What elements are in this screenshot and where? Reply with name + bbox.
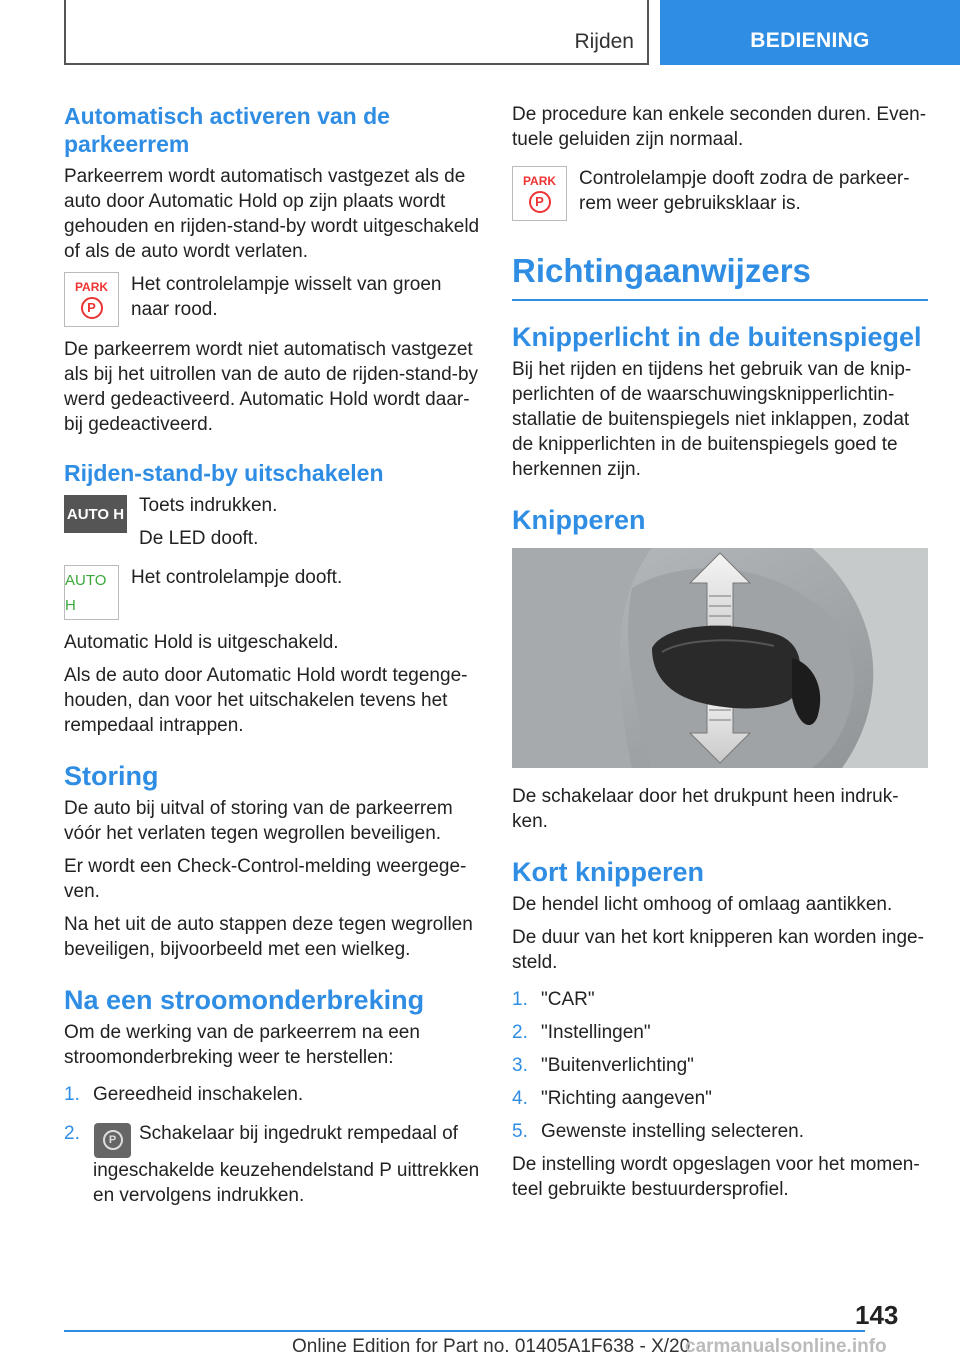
heading-mirror-indicator: Knipperlicht in de buitenspiegel bbox=[512, 322, 922, 352]
parking-brake-switch-icon: P bbox=[94, 1123, 131, 1158]
indicator-note bbox=[64, 272, 480, 327]
numbered-list bbox=[512, 987, 928, 1144]
indicator-note-text: Het controlelampje dooft. bbox=[131, 567, 343, 588]
chapter-title: Richtingaanwijzers bbox=[512, 251, 928, 301]
paragraph: Als de auto door Automatic Hold wordt tegengehouden, dan voor het uitschakelen tevens het rempedaal intrappen. bbox=[64, 665, 468, 736]
paragraph: De parkeerrem wordt niet automatisch vastgezet als bij het uitrollen van de auto de rijden-stand-by werd gedeactiveerd. Automatic Hold wordt daarbij gedeactiveerd. bbox=[64, 339, 479, 435]
numbered-list bbox=[64, 1082, 480, 1208]
paragraph: Bij het rijden en tijdens het gebruik van de knipperlichten of de waarschuwingsknipperlichtinstallatie de buitenspiegels niet inklappen, zodat de knipperlichten in de buitenspiegels goed te herkennen zijn. bbox=[512, 359, 912, 480]
indicator-note bbox=[64, 565, 480, 620]
paragraph: De procedure kan enkele seconden duren. Eventuele geluiden zijn normaal. bbox=[512, 104, 927, 150]
heading-standby-off: Rijden-stand-by uitschakelen bbox=[64, 460, 384, 486]
indicator-note-text: Controlelampje dooft zodra de parkeerrem weer gebruiksklaar is. bbox=[579, 168, 910, 214]
footer-rule bbox=[64, 1330, 865, 1332]
paragraph: De schakelaar door het drukpunt heen indrukken. bbox=[512, 786, 899, 832]
list-item: 1. "CAR" bbox=[512, 989, 595, 1010]
heading-blinking: Knipperen bbox=[512, 505, 646, 535]
auto-hold-button-icon: AUTO H bbox=[64, 495, 127, 533]
paragraph: De instelling wordt opgeslagen voor het momenteel gebruikte bestuurdersprofiel. bbox=[512, 1154, 920, 1200]
paragraph: De duur van het kort knipperen kan worden ingesteld. bbox=[512, 927, 924, 973]
turn-signal-lever-illustration bbox=[512, 548, 928, 768]
right-column bbox=[512, 102, 928, 1210]
paragraph: Na het uit de auto stappen deze tegen wegrollen beveiligen, bijvoorbeeld met een wielkeg. bbox=[64, 914, 473, 960]
heading-power-interruption: Na een stroomonderbreking bbox=[64, 985, 425, 1015]
heading-storing: Storing bbox=[64, 761, 159, 791]
heading-auto-activate: Automatisch activeren van de parkeerrem bbox=[64, 103, 390, 157]
paragraph: Om de werking van de parkeerrem na een stroomonderbreking weer te herstellen: bbox=[64, 1022, 420, 1068]
paragraph: De auto bij uitval of storing van de parkeerrem vóór het verlaten tegen wegrollen beveiligen. bbox=[64, 798, 453, 844]
park-brake-warning-icon: PARK P bbox=[64, 272, 119, 327]
paragraph: Er wordt een Check-Control-melding weergegeven. bbox=[64, 856, 467, 902]
paragraph: Automatic Hold is uitgeschakeld. bbox=[64, 632, 339, 653]
footer-edition: Online Edition for Part no. 01405A1F638 - X/20 bbox=[292, 1336, 691, 1357]
header-frame bbox=[64, 0, 649, 65]
list-item: 2. P Schakelaar bij ingedrukt rempedaal of ingeschakelde keuzehendelstand P uittrekken en vervolgens indrukken. bbox=[64, 1123, 480, 1206]
paragraph: Parkeerrem wordt automatisch vastgezet als de auto door Automatic Hold op zijn plaats wordt gehouden en rijden-stand-by wordt uitgeschakeld of als de auto wordt verlaten. bbox=[64, 166, 480, 262]
left-column bbox=[64, 102, 480, 1216]
header-section-title: Rijden bbox=[574, 30, 634, 53]
watermark: carmanualsonline.info bbox=[685, 1336, 887, 1357]
auto-hold-indicator-icon: AUTO H bbox=[64, 565, 119, 620]
page-number: 143 bbox=[855, 1300, 899, 1330]
list-item: 3. "Buitenverlichting" bbox=[512, 1055, 694, 1076]
header-chapter-title: BEDIENING bbox=[750, 29, 870, 52]
indicator-note-text: Het controlelampje wisselt van groen naar rood. bbox=[131, 274, 442, 320]
list-item: 4. "Richting aangeven" bbox=[512, 1088, 712, 1109]
paragraph: De hendel licht omhoog of omlaag aantikken. bbox=[512, 894, 893, 915]
list-item: 2. "Instellingen" bbox=[512, 1022, 651, 1043]
park-brake-warning-icon: PARK P bbox=[512, 166, 567, 221]
button-note-text: Toets indrukken. De LED dooft. bbox=[139, 495, 278, 549]
list-item: 1. Gereedheid inschakelen. bbox=[64, 1084, 304, 1105]
indicator-note bbox=[512, 166, 928, 221]
list-item: 5. Gewenste instelling selecteren. bbox=[512, 1121, 804, 1142]
button-note bbox=[64, 493, 480, 551]
heading-short-blink: Kort knipperen bbox=[512, 857, 705, 887]
